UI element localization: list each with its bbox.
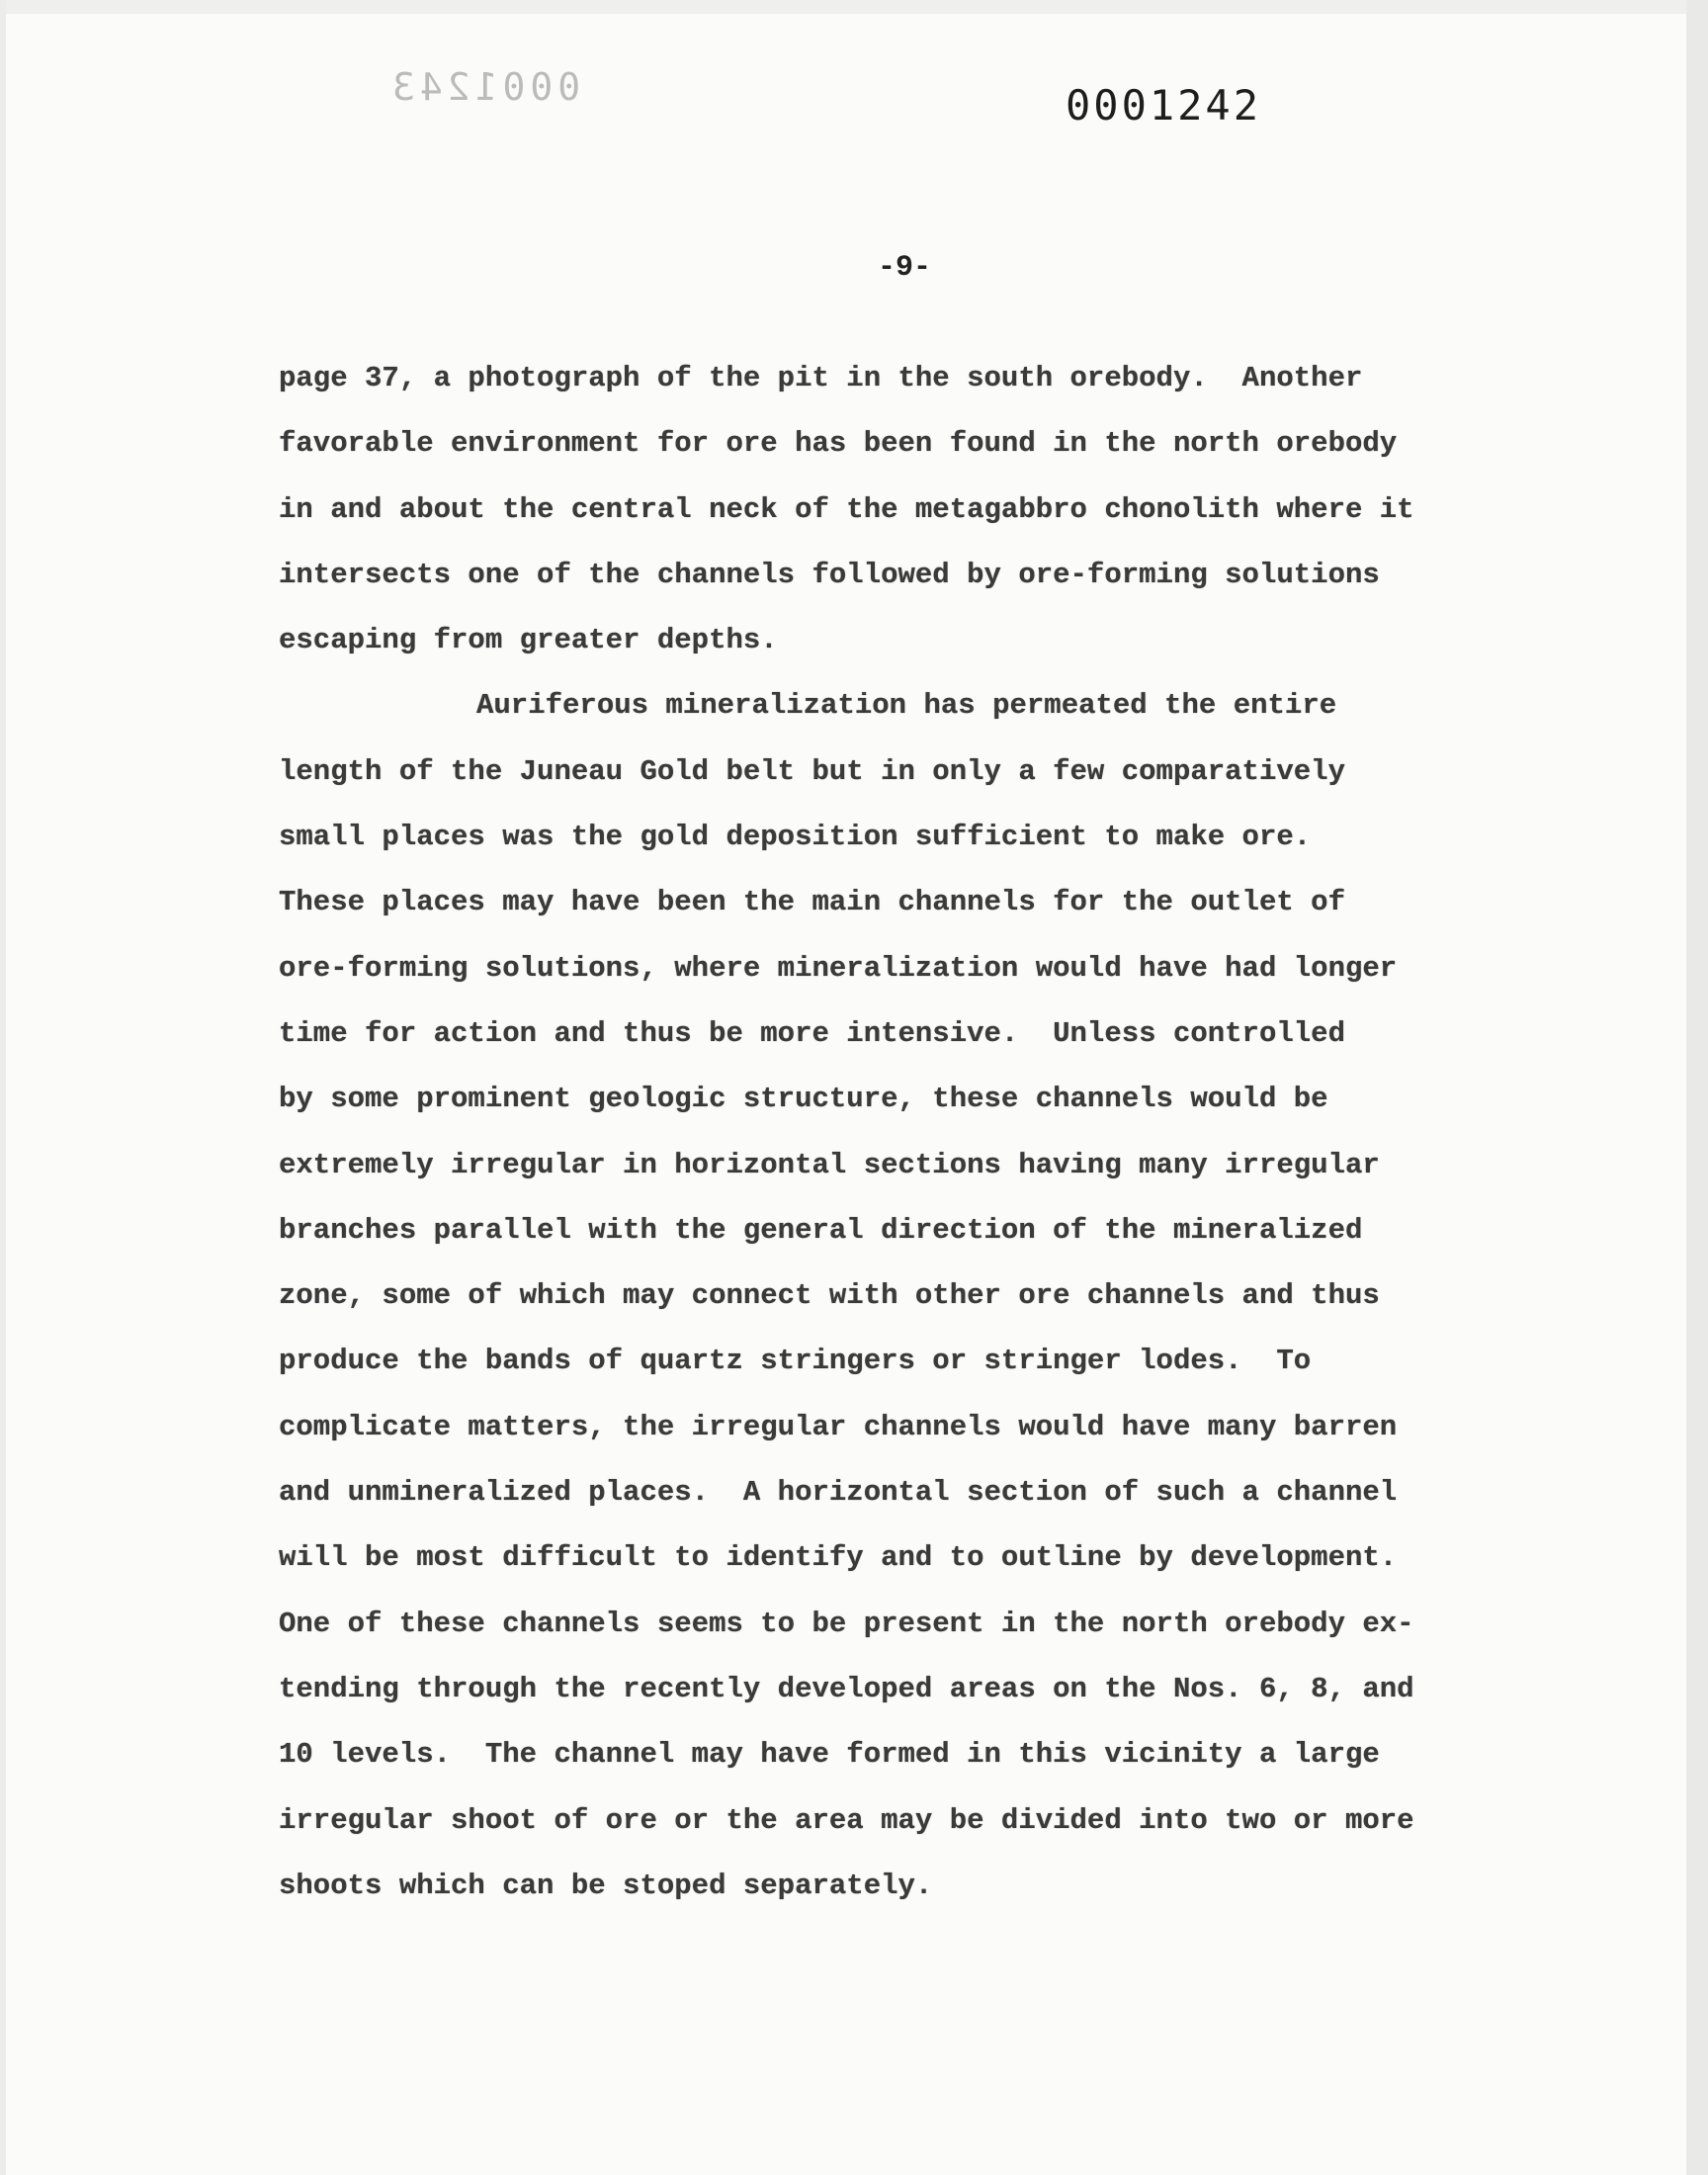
text-line: escaping from greater depths. (279, 624, 778, 657)
text-line: page 37, a photograph of the pit in the south orebody. Another (279, 362, 1363, 394)
text-line: in and about the central neck of the metagabbro chonolith where it (279, 492, 1414, 526)
text-line: 10 levels. The channel may have formed in this vicinity a large (279, 1738, 1380, 1772)
text-line: favorable environment for ore has been found in the north orebody (279, 427, 1398, 461)
text-line: time for action and thus be more intensive. Unless controlled (279, 1016, 1345, 1050)
text-line: branches parallel with the general direction of the mineralized (279, 1213, 1363, 1247)
text-line: tending through the recently developed areas on the Nos. 6, 8, and (279, 1672, 1414, 1705)
text-line: intersects one of the channels followed by ore-forming solutions (279, 558, 1380, 591)
text-line: One of these channels seems to be present in the north orebody ex- (279, 1607, 1414, 1640)
text-line-paragraph-start: Auriferous mineralization has permeated the entire (476, 689, 1337, 723)
text-line: small places was the gold deposition sufficient to make ore. (279, 821, 1312, 854)
text-line: by some prominent geologic structure, these channels would be (279, 1083, 1328, 1116)
text-line: zone, some of which may connect with other ore channels and thus (279, 1279, 1380, 1313)
text-line: will be most difficult to identify and to outline by development. (279, 1541, 1398, 1575)
text-line: irregular shoot of ore or the area may be divided into two or more (279, 1803, 1414, 1837)
text-line: These places may have been the main channels for the outlet of (279, 886, 1345, 919)
scan-edge-left (0, 0, 6, 2175)
text-line: shoots which can be stoped separately. (279, 1869, 933, 1902)
scan-edge-top (0, 0, 1708, 14)
text-line: produce the bands of quartz stringers or stringer lodes. To (279, 1345, 1312, 1378)
document-number-stamp: 0001242 (1066, 81, 1262, 130)
page-number: -9- (878, 251, 932, 285)
text-line: complicate matters, the irregular channels would have many barren (279, 1410, 1398, 1443)
text-line: extremely irregular in horizontal sections having many irregular (279, 1148, 1380, 1181)
text-line: and unmineralized places. A horizontal section of such a channel (279, 1476, 1398, 1510)
text-line: length of the Juneau Gold belt but in only a few comparatively (279, 754, 1345, 788)
body-text (279, 346, 1593, 1919)
scan-edge-right (1686, 0, 1708, 2175)
bleed-through-stamp: 0001243 (387, 65, 581, 109)
text-line: ore-forming solutions, where mineralization would have had longer (279, 951, 1398, 985)
